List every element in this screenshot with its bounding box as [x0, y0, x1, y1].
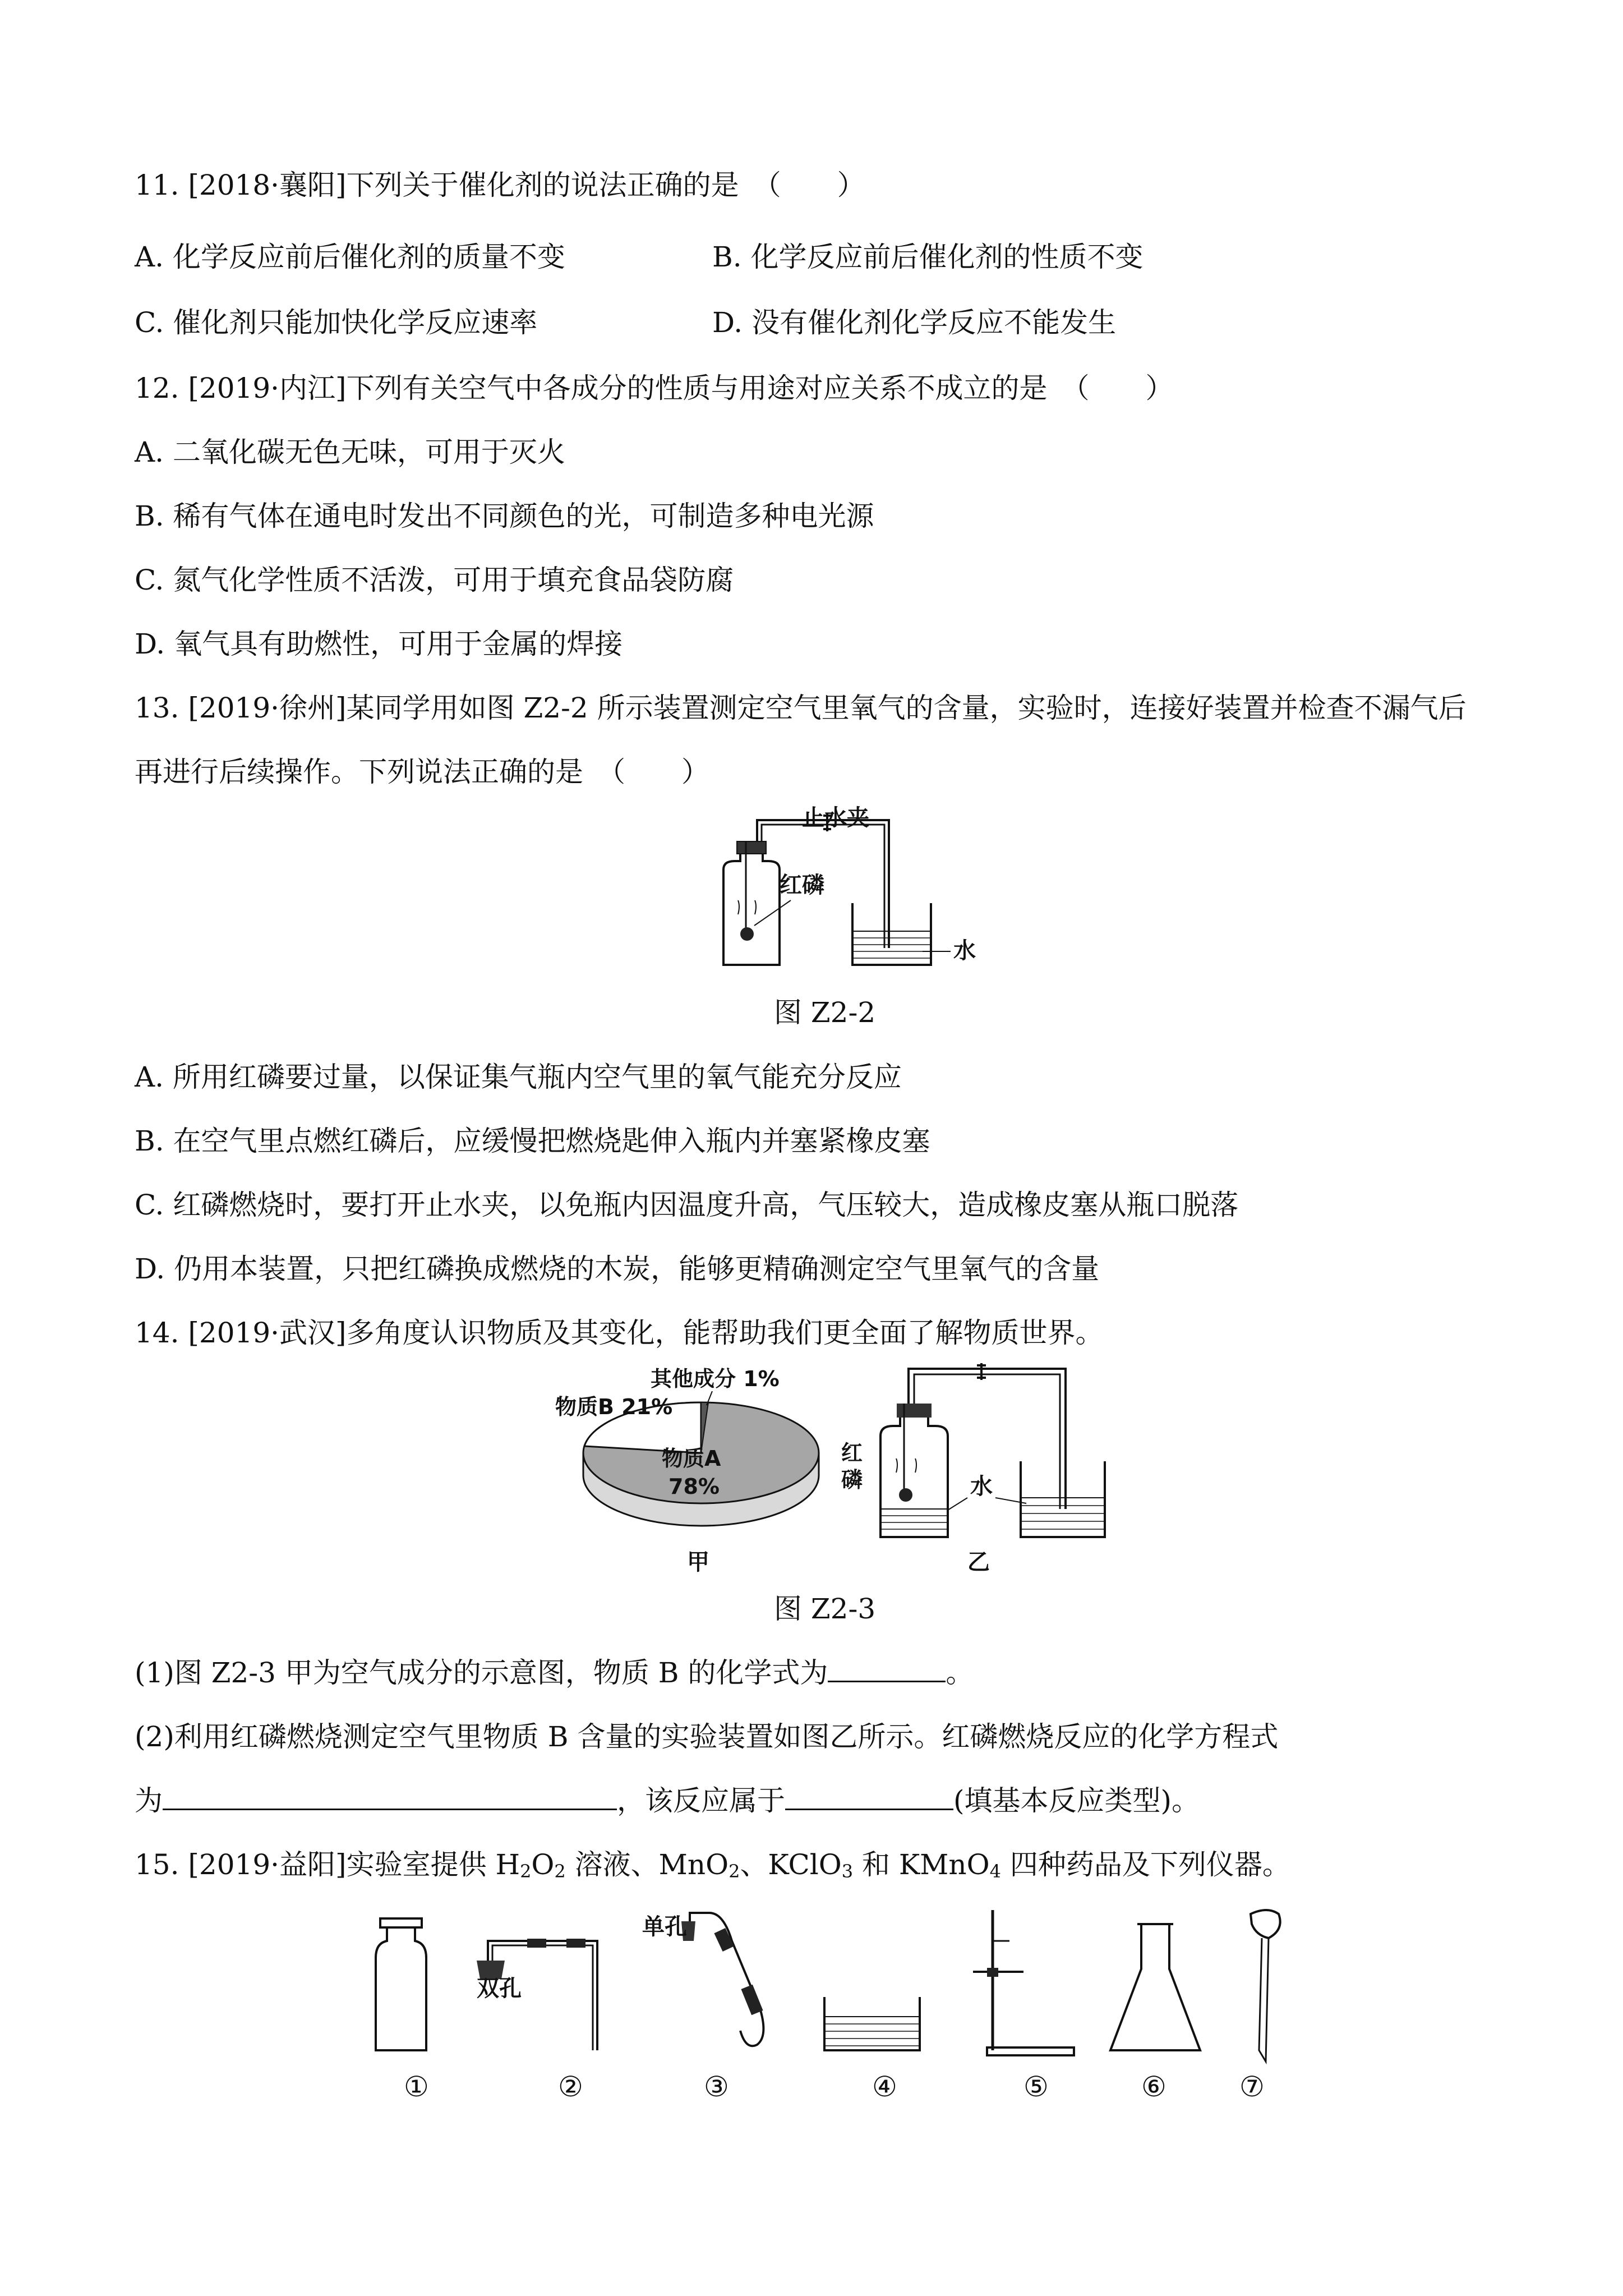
q11-option-d: D. 没有催化剂化学反应不能发生 [712, 306, 1117, 339]
q14-reaction-type-blank[interactable] [785, 1784, 953, 1810]
beaker [852, 903, 931, 965]
label-jia: 甲 [687, 1549, 709, 1575]
q13-option-b: B. 在空气里点燃红磷后，应缓慢把燃烧匙伸入瓶内并塞紧橡皮塞 [135, 1125, 930, 1157]
q11-stem: 11. [2018·襄阳]下列关于催化剂的说法正确的是 （ ） [135, 169, 865, 201]
instrument-number-7: ⑦ [1239, 2070, 1265, 2103]
reagent-bottle [376, 1918, 426, 2050]
q15-stem: 15. [2019·益阳]实验室提供 $H_2O_2$ 溶液、MnO$_2$、KClO$_3$ 和 KMnO$_4$ 四种药品及下列仪器。 [135, 1848, 1290, 1882]
label-other-components: 其他成分 1% [651, 1366, 780, 1391]
q14-part2-pre: 为 [135, 1784, 163, 1817]
label-substance-a: 物质A [662, 1446, 721, 1471]
q11-option-a: A. 化学反应前后催化剂的质量不变 [135, 241, 565, 273]
label-water: 水 [953, 938, 976, 964]
q13-option-c: C. 红磷燃烧时，要打开止水夹，以免瓶内因温度升高，气压较大，造成橡皮塞从瓶口脱落 [135, 1189, 1239, 1221]
q15-after-mno2: 、KClO [740, 1848, 842, 1881]
long-neck-funnel [1251, 1910, 1280, 2062]
q14-stem: 14. [2019·武汉]多角度认识物质及其变化，能帮助我们更全面了解物质世界。 [135, 1317, 1104, 1349]
label-red-phosphorus-1: 红 [841, 1441, 863, 1465]
apparatus-yi [869, 1363, 1127, 1548]
q12-option-d: D. 氧气具有助燃性，可用于金属的焊接 [135, 628, 623, 660]
q14-part2-post: (填基本反应类型)。 [953, 1784, 1200, 1817]
q12-option-a: A. 二氧化碳无色无味，可用于灭火 [135, 436, 565, 468]
iron-stand [973, 1910, 1074, 2055]
label-double-hole: 双孔 [477, 1976, 522, 2001]
figure-z2-3-caption: 图 Z2-3 [774, 1593, 876, 1625]
q12-stem: 12. [2019·内江]下列有关空气中各成分的性质与用途对应关系不成立的是 （ ） [135, 372, 1174, 404]
instrument-number-6: ⑥ [1141, 2070, 1166, 2103]
q15-after-kclo3: 和 KMnO [853, 1848, 990, 1881]
instrument-number-3: ③ [704, 2070, 729, 2103]
label-yi: 乙 [967, 1549, 990, 1575]
instrument-number-1: ① [404, 2070, 429, 2103]
q12-option-b: B. 稀有气体在通电时发出不同颜色的光，可制造多种电光源 [135, 500, 874, 532]
label-red-phosphorus-2: 磷 [841, 1467, 863, 1492]
q13-option-d: D. 仍用本装置，只把红磷换成燃烧的木炭，能够更精确测定空气里氧气的含量 [135, 1253, 1100, 1285]
red-phosphorus [740, 927, 754, 941]
label-single-hole: 单孔 [642, 1914, 687, 1940]
q14-part2-line2 [135, 1784, 1200, 1818]
instrument-number-5: ⑤ [1023, 2070, 1049, 2103]
q13-stem-line1: 13. [2019·徐州]某同学用如图 Z2-2 所示装置测定空气里氧气的含量，实验时，连接好装置并检查不漏气后 [135, 692, 1467, 724]
label-water-yi: 水 [970, 1474, 993, 1499]
label-substance-b: 物质B 21% [555, 1395, 673, 1419]
q13-option-a: A. 所用红磷要过量，以保证集气瓶内空气里的氧气能充分反应 [135, 1061, 902, 1093]
instrument-number-4: ④ [872, 2070, 897, 2103]
q14-part2-mid: ，该反应属于 [617, 1784, 785, 1817]
label-substance-a-pct: 78% [668, 1474, 720, 1499]
q15-stem-tail: 四种药品及下列仪器。 [1000, 1848, 1290, 1881]
conical-flask [1110, 1924, 1200, 2050]
q11-option-c: C. 催化剂只能加快化学反应速率 [135, 306, 538, 339]
q15-stem-pre: 15. [2019·益阳]实验室提供 H [135, 1848, 520, 1881]
q15-h2o2-tail: O [531, 1848, 555, 1881]
q14-part1-text: (1)图 Z2-3 甲为空气成分的示意图，物质 B 的化学式为 [135, 1657, 828, 1689]
label-red-phosphorus: 红磷 [780, 872, 824, 898]
rubber-stopper [737, 841, 766, 854]
q14-part1 [135, 1656, 974, 1690]
q14-part1-end: 。 [946, 1657, 974, 1689]
q11-option-b: B. 化学反应前后催化剂的性质不变 [712, 241, 1144, 273]
q14-equation-blank[interactable] [163, 1784, 617, 1810]
instrument-number-2: ② [558, 2070, 583, 2103]
single-hole-stopper-tube [681, 1913, 763, 2046]
q15-after-h2o2: 溶液、MnO [565, 1848, 729, 1881]
label-water-clamp: 止水夹 [802, 805, 869, 831]
gas-bottle [723, 853, 780, 965]
water-trough [824, 1997, 920, 2050]
q14-part2-line1: (2)利用红磷燃烧测定空气里物质 B 含量的实验装置如图乙所示。红磷燃烧反应的化学方程式 [135, 1720, 1279, 1753]
q13-stem-line2: 再进行后续操作。下列说法正确的是 （ ） [135, 756, 709, 788]
figure-z2-2-caption: 图 Z2-2 [774, 996, 876, 1029]
q14-part1-blank[interactable] [828, 1656, 946, 1682]
q12-option-c: C. 氮气化学性质不活泼，可用于填充食品袋防腐 [135, 564, 734, 596]
